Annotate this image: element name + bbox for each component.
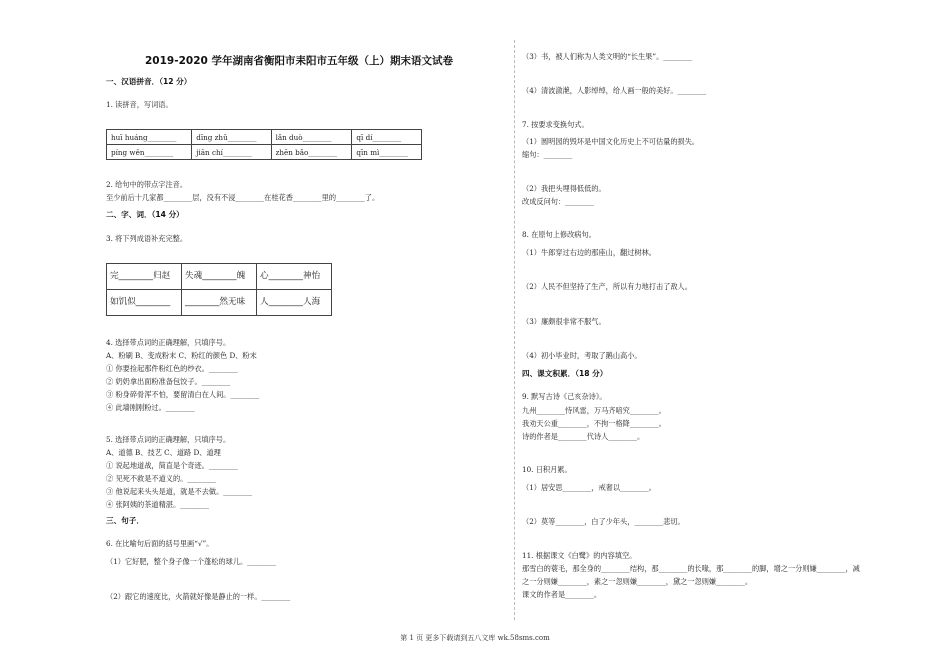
question-5-item: ② 见死不救是不道义的。________ [106,474,217,483]
section-2-heading: 二、字、词．（14 分） [106,210,184,219]
question-4: 4. 选择带点词的正确理解，只填序号。 [106,338,231,347]
question-8-item: （2）人民不但坚持了生产，所以有力地打击了敌人。 [522,282,692,291]
table-cell: 失魂________魄 [182,264,257,290]
question-2: 2. 给句中的带点字注音。 [106,180,188,189]
question-7-part-2: （2）我把头埋得低低的。 [522,184,606,193]
question-4-item: ④ 此墙刚刚粉过。________ [106,403,195,412]
question-1: 1. 读拼音，写词语。 [106,100,173,109]
section-4-heading: 四、课文积累．（18 分） [522,369,608,378]
section-3-heading: 三、句子． [106,516,144,525]
question-5-item: ④ 张阿姨的茶道精湛。________ [106,500,209,509]
question-7-part-2-answer: 改成反问句：________ [522,197,594,206]
table-cell: 心________神怡 [257,264,332,290]
table-row [107,130,422,145]
question-8-item: （1）牛郎穿过右边的那座山，翻过树林。 [522,248,656,257]
question-4-item: ③ 粉身碎骨浑不怕，要留清白在人间。________ [106,390,260,399]
question-10: 10. 日积月累。 [522,465,572,474]
section-1-heading: 一、汉语拼音．（12 分） [106,77,192,86]
table-cell: 如饥似________ [107,290,182,316]
question-9: 9. 默写古诗《己亥杂诗》。 [522,392,607,401]
table-cell: qī dí________ [352,130,422,145]
table-row [107,145,422,160]
pinyin-table [106,129,422,160]
question-11: 11. 根据课文《白鹭》的内容填空。 [522,551,637,560]
idiom-table [106,263,332,316]
question-11-line: 那雪白的蓑毛，那全身的________结构，那________的长喙，那________的脚，增之一分则嫌________，减 [522,564,860,573]
table-cell: píng wěn________ [107,145,192,160]
table-cell: huī huáng________ [107,130,192,145]
column-divider [514,40,515,620]
table-cell: dīng zhǔ________ [192,130,271,145]
question-6-item: （1）它好肥，整个身子像一个蓬松的球儿。________ [106,557,276,566]
question-11-line: 之一分则嫌________，素之一忽则嫌________，黛之一忽则嫌________。 [522,577,753,586]
question-7: 7. 按要求变换句式。 [522,120,589,129]
question-6-item: （4）清波潋滟，人影绰绰，给人画一般的美好。________ [522,86,707,95]
question-3: 3. 将下列成语补充完整。 [106,234,188,243]
table-row [107,290,332,316]
table-cell: zhēn bǎo________ [271,145,352,160]
question-4-options: A、粉刷 B、变成粉末 C、粉红的颜色 D、粉末 [106,351,257,360]
question-2-text: 至少前后十几家都________层，没有不浸________在桂花香________里的________了。 [106,193,380,202]
table-cell: jiān chí________ [192,145,271,160]
question-9-line: 九州________恃风雷，万马齐喑究________。 [522,406,666,415]
table-row [107,264,332,290]
page-title: 2019-2020 学年湖南省衡阳市耒阳市五年级（上）期末语文试卷 [145,55,453,67]
question-6-item: （3）书，被人们称为人类文明的“长生果”。________ [522,52,693,61]
table-cell: 完________归赵 [107,264,182,290]
question-10-item: （1）居安思________，戒奢以________。 [522,483,656,492]
question-5-item: ① 说起地道战，简直是个奇迹。________ [106,461,238,470]
question-5-item: ③ 他说起来头头是道，就是不去做。________ [106,487,253,496]
question-4-item: ① 你要捡起那件粉红色的纱衣。________ [106,364,238,373]
table-cell: qīn mì________ [352,145,422,160]
question-7-part-1-answer: 缩句：________ [522,150,573,159]
question-5-options: A、道德 B、技艺 C、道路 D、道理 [106,448,221,457]
page-footer: 第 1 页 更多下载请到五八文库 wk.58sms.com [400,634,550,642]
question-6-item: （2）跟它的速度比，火箭就好像是静止的一样。________ [106,592,291,601]
question-6: 6. 在比喻句后面的括号里画“√”。 [106,539,214,548]
question-7-part-1: （1）圆明园的毁坏是中国文化历史上不可估量的损失。 [522,137,700,146]
question-8: 8. 在原句上修改病句。 [522,230,596,239]
question-9-line: 我劝天公重________，不拘一格降________。 [522,419,666,428]
question-9-line: 诗的作者是________代诗人________。 [522,432,645,441]
question-10-item: （2）莫等________，白了少年头，________悲切。 [522,517,685,526]
table-cell: lǎn duò________ [271,130,352,145]
question-4-item: ② 奶奶拿出面粉准备包饺子。________ [106,377,231,386]
question-8-item: （4）初小毕业时，考取了鹅山高小。 [522,351,642,360]
question-5: 5. 选择带点词的正确理解，只填序号。 [106,435,231,444]
table-cell: 人________人海 [257,290,332,316]
table-cell: ________然无味 [182,290,257,316]
question-11-line: 课文的作者是________。 [522,590,602,599]
question-8-item: （3）廉颇很非常不服气。 [522,317,606,326]
